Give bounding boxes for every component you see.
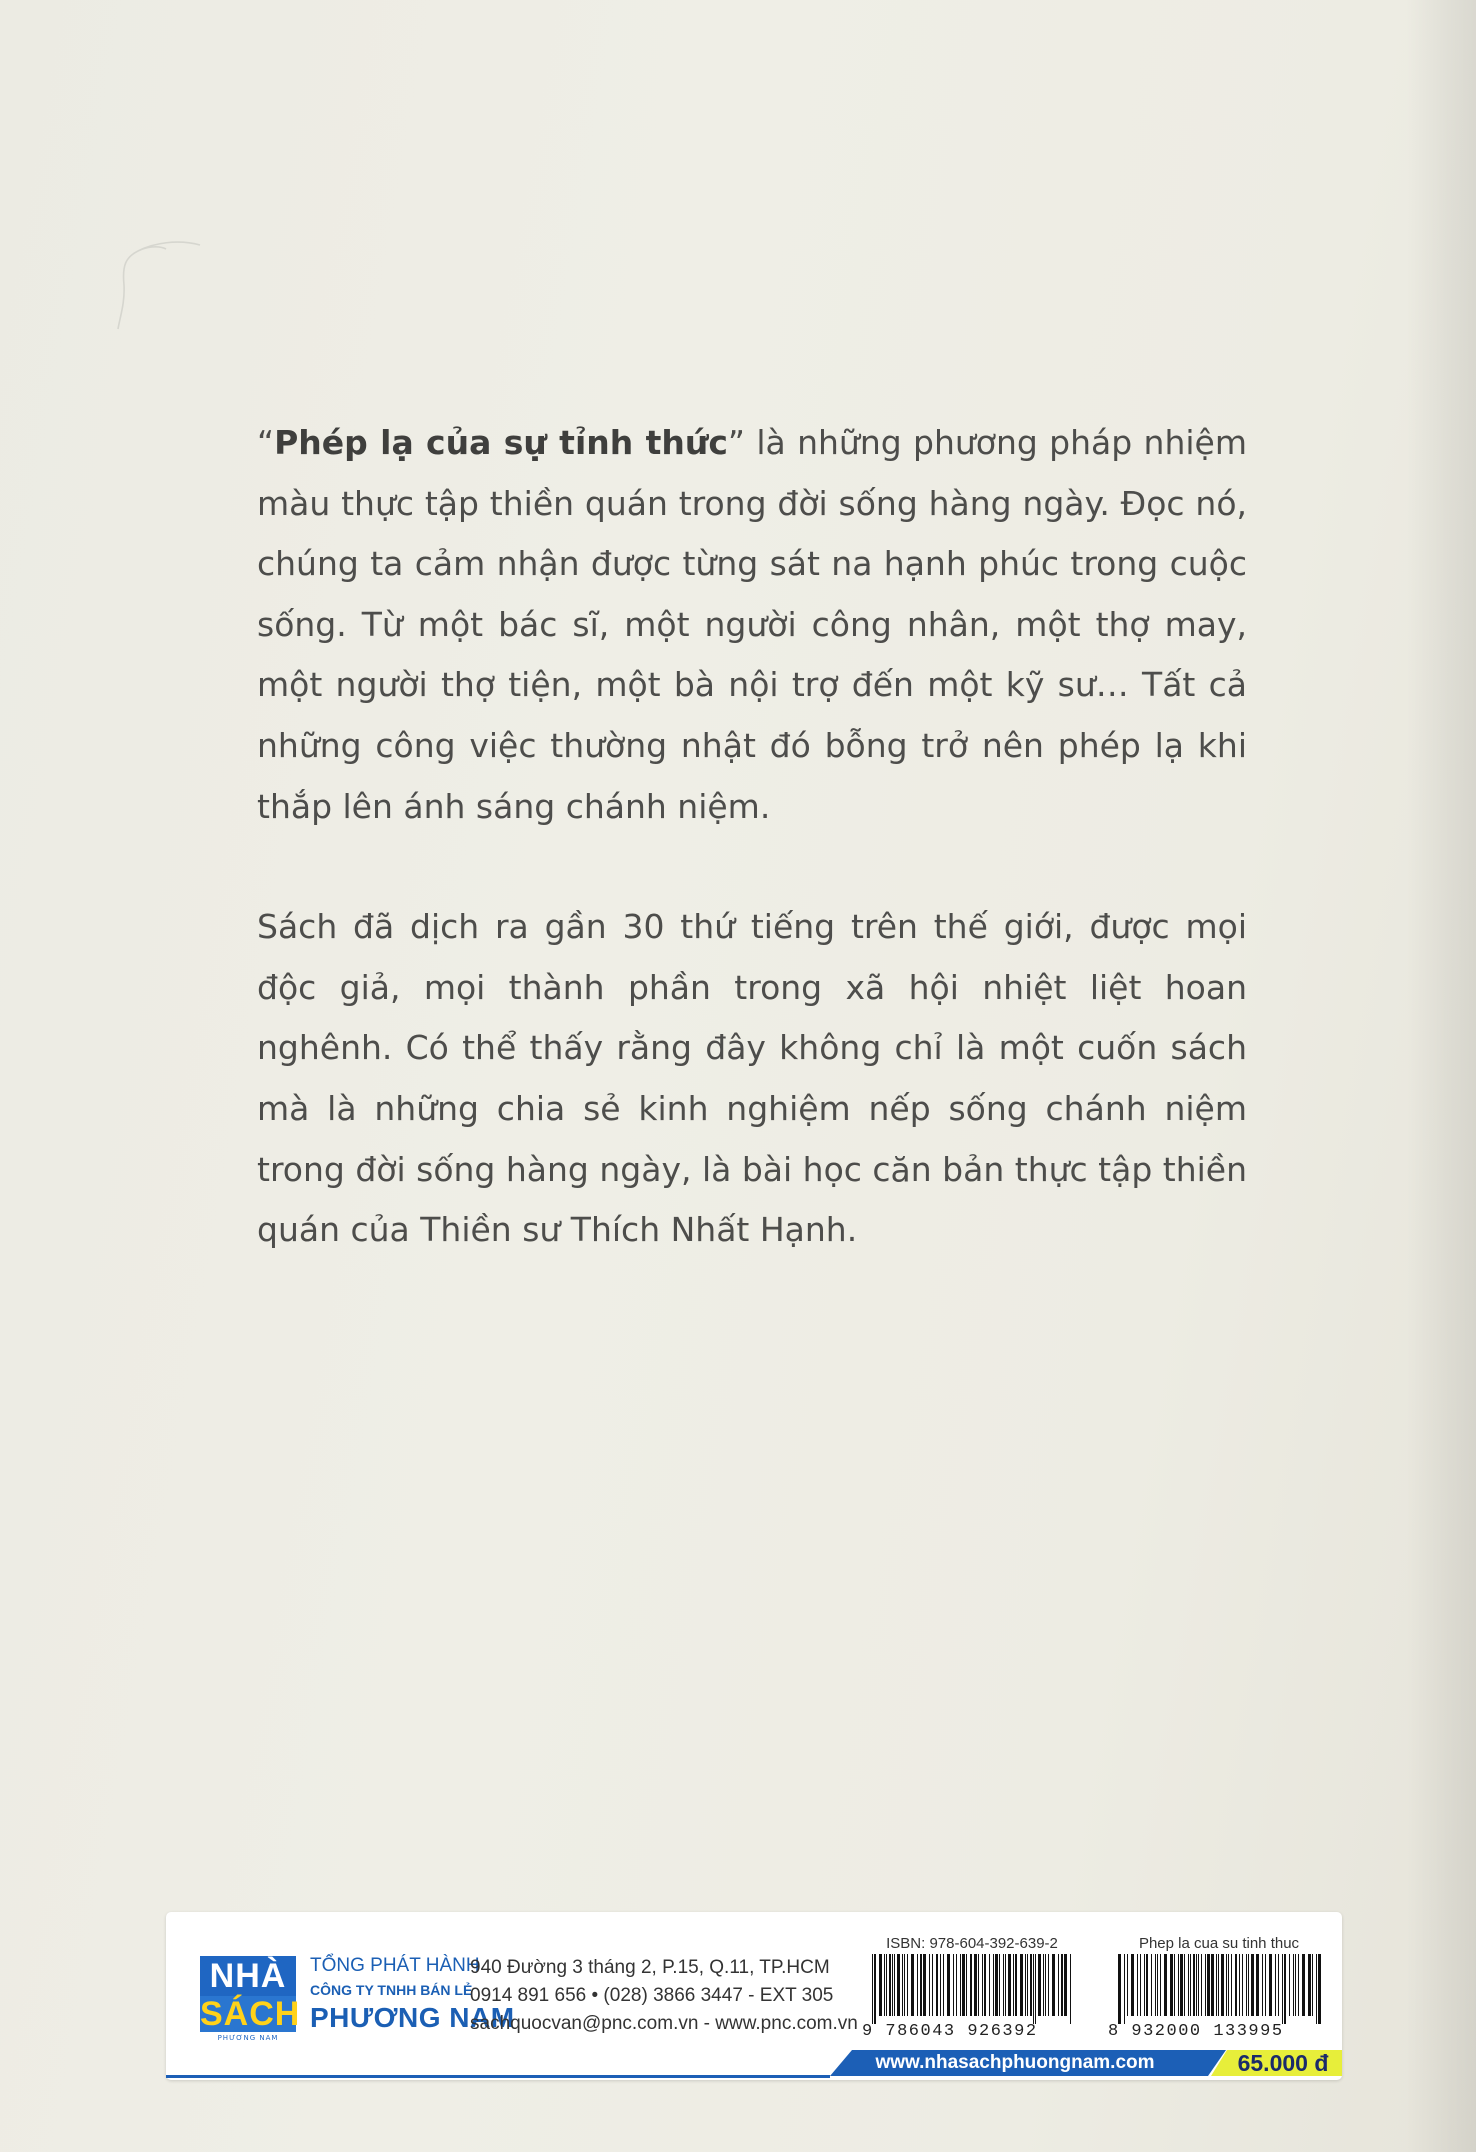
barcode-bar xyxy=(1193,1954,1195,2016)
barcode-bar xyxy=(1048,1954,1049,2016)
barcode-bar xyxy=(947,1954,950,2016)
barcode-bar xyxy=(874,1954,876,2024)
logo-bottom-text: SÁCH xyxy=(200,1995,301,2033)
barcode-bar xyxy=(1318,1954,1321,2024)
barcode-bar xyxy=(1190,1954,1191,2016)
barcode-bar xyxy=(1035,1954,1036,2024)
barcode-bar xyxy=(1211,1954,1214,2016)
barcode-bar xyxy=(1269,1954,1272,2016)
barcode-bar xyxy=(1164,1954,1167,2016)
barcode-bar xyxy=(1265,1954,1266,2016)
barcode-bar xyxy=(1251,1954,1254,2016)
barcode-bar xyxy=(889,1954,891,2016)
barcode-bar xyxy=(1144,1954,1145,2016)
barcode-bar xyxy=(872,1954,873,2024)
barcode-bar xyxy=(1228,1954,1229,2016)
barcode-bar xyxy=(1146,1954,1148,2016)
barcode-bar xyxy=(982,1954,983,2016)
barcode-bar xyxy=(1008,1954,1011,2016)
barcode-bar xyxy=(974,1954,977,2016)
contact-web: sachquocvan@pnc.com.vn - www.pnc.com.vn xyxy=(470,2013,858,2034)
barcode-bar xyxy=(1013,1954,1014,2016)
barcode-bar xyxy=(929,1954,930,2016)
barcode-bar xyxy=(1196,1954,1197,2016)
barcode-bar xyxy=(911,1954,914,2016)
website-url: www.nhasachphuongnam.com xyxy=(875,2052,1155,2073)
barcode-bar xyxy=(1282,1954,1283,2024)
book-title: Phép lạ của sự tỉnh thức xyxy=(274,423,728,462)
footer-bottom-bar xyxy=(166,2046,1342,2080)
barcode-bar xyxy=(1052,1954,1055,2016)
barcode-bar xyxy=(1221,1954,1224,2016)
loose-thread-mark xyxy=(108,225,208,335)
barcode-bar xyxy=(1045,1954,1046,2016)
isbn-label: ISBN: 978-604-392-639-2 xyxy=(886,1935,1058,1952)
open-quote: “ xyxy=(257,423,275,462)
barcode-bar xyxy=(1284,1954,1286,2024)
barcode-bar xyxy=(1155,1954,1156,2016)
barcode-bar xyxy=(978,1954,979,2016)
barcode-bar xyxy=(1235,1954,1237,2016)
barcode-bar xyxy=(984,1954,986,2016)
product-barcode xyxy=(1108,1934,1330,2041)
blurb-paragraph-2: Sách đã dịch ra gần 30 thứ tiếng trên thế giới, được mọi độc giả, mọi thành phần trong xã hội nhiệt liệt hoan nghênh. Có thể thấy rằng đây không chỉ là một cuốn sách mà là những chia sẻ kinh nghiệm nếp sống chánh niệm trong đời sống hàng ngày, là bài học căn bản thực tập thiền quán của Thiền sư Thích Nhất Hạnh. xyxy=(257,907,1247,1250)
barcode-bar xyxy=(1157,1954,1158,2016)
barcode-bar xyxy=(1256,1954,1259,2016)
barcode-bar xyxy=(989,1954,990,2016)
barcode-bar xyxy=(1003,1954,1004,2016)
barcode-bar xyxy=(879,1954,882,2016)
barcode-bar xyxy=(1246,1954,1247,2016)
isbn-barcode xyxy=(862,1934,1082,2041)
barcode-bar xyxy=(1005,1954,1006,2016)
barcode-bar xyxy=(953,1954,954,2016)
barcode-bar xyxy=(1207,1954,1210,2016)
barcode-bar xyxy=(1030,1954,1032,2016)
distributor-line-1: TỔNG PHÁT HÀNH xyxy=(310,1955,480,1976)
barcode-bar xyxy=(1020,1954,1023,2016)
contact-address: 940 Đường 3 tháng 2, P.15, Q.11, TP.HCM xyxy=(470,1957,830,1978)
barcode-bar xyxy=(1180,1954,1183,2016)
barcode-bar xyxy=(1242,1954,1243,2016)
barcode-bar xyxy=(904,1954,905,2016)
barcode-bar xyxy=(897,1954,900,2016)
barcode-bar xyxy=(923,1954,926,2016)
close-quote: ” xyxy=(727,423,746,462)
barcode-bar xyxy=(1302,1954,1305,2016)
product-barcode-digits: 8 932000 133995 xyxy=(1108,2022,1284,2041)
distributor-name: PHƯƠNG NAM xyxy=(310,2002,515,2033)
isbn-barcode-bars xyxy=(862,1954,1082,2024)
barcode-bar xyxy=(1043,1954,1044,2016)
barcode-bar xyxy=(1205,1954,1206,2016)
barcode-bar xyxy=(960,1954,961,2016)
barcode-bar xyxy=(993,1954,994,2016)
barcode-bar xyxy=(943,1954,944,2016)
barcode-bar xyxy=(1188,1954,1189,2016)
barcode-bar xyxy=(1184,1954,1185,2016)
barcode-bar xyxy=(1025,1954,1026,2016)
blurb-paragraph-1-text: là những phương pháp nhiệm màu thực tập thiền quán trong đời sống hàng ngày. Đọc nó, chúng ta cảm nhận được từng sát na hạnh phúc trong cuộc sống. Từ một bác sĩ, một người công nhân, một thợ may, một người thợ tiện, một bà nội trợ đến một kỹ sư… Tất cả những công việc thường nhật đó bỗng trở nên phép lạ khi thắp lên ánh sáng chánh niệm. xyxy=(257,423,1247,826)
barcode-bar xyxy=(1293,1954,1294,2016)
footer-blue-line xyxy=(166,2075,830,2078)
barcode-bar xyxy=(1308,1954,1311,2016)
barcode-bar xyxy=(1015,1954,1017,2016)
barcode-bar xyxy=(1038,1954,1041,2016)
barcode-bar xyxy=(1298,1954,1299,2016)
barcode-bar xyxy=(1127,1954,1128,2016)
barcode-bar xyxy=(995,1954,998,2016)
barcode-bar xyxy=(902,1954,903,2016)
logo-top-text: NHÀ xyxy=(200,1956,296,1996)
barcode-bar xyxy=(1061,1954,1063,2016)
barcode-bar xyxy=(999,1954,1000,2016)
barcode-bar xyxy=(1170,1954,1173,2016)
barcode-bar xyxy=(1262,1954,1263,2016)
barcode-bar xyxy=(1316,1954,1317,2024)
barcode-bar xyxy=(1033,1954,1034,2024)
distributor-line-2: CÔNG TY TNHH BÁN LẺ xyxy=(310,1982,473,1998)
barcode-bar xyxy=(1178,1954,1179,2016)
barcode-bar xyxy=(970,1954,972,2016)
product-barcode-label: Phep la cua su tinh thuc xyxy=(1138,1935,1300,1952)
barcode-bar xyxy=(1278,1954,1279,2016)
barcode-bar xyxy=(884,1954,885,2016)
blurb-paragraph-1 xyxy=(257,413,1247,837)
barcode-bar xyxy=(966,1954,967,2016)
barcode-bar xyxy=(1312,1954,1313,2016)
barcode-bar xyxy=(886,1954,887,2016)
isbn-digits: 9 786043 926392 xyxy=(862,2022,1038,2041)
barcode-bar xyxy=(894,1954,895,2016)
barcode-bar xyxy=(1248,1954,1249,2016)
contact-phone: 0914 891 656 • (028) 3866 3447 - EXT 305 xyxy=(470,1985,834,2006)
barcode-bar xyxy=(936,1954,938,2016)
barcode-bar xyxy=(1131,1954,1134,2016)
barcode-bar xyxy=(1289,1954,1290,2016)
barcode-bar xyxy=(892,1954,893,2016)
spine-shadow xyxy=(1406,0,1476,2152)
publisher-logo xyxy=(200,1956,301,2048)
barcode-bar xyxy=(1231,1954,1232,2016)
barcode-bar xyxy=(1058,1954,1059,2016)
barcode-bar xyxy=(1070,1954,1071,2024)
barcode-bar xyxy=(1201,1954,1202,2016)
barcode-bar xyxy=(1027,1954,1028,2016)
barcode-bar xyxy=(1226,1954,1227,2016)
barcode-bar xyxy=(1160,1954,1161,2016)
barcode-bar xyxy=(962,1954,965,2016)
barcode-bar xyxy=(932,1954,933,2016)
barcode-bar xyxy=(907,1954,908,2016)
barcode-bar xyxy=(1198,1954,1199,2016)
barcode-bar xyxy=(1216,1954,1217,2016)
barcode-bar xyxy=(1140,1954,1141,2016)
logo-sub-text: PHƯƠNG NAM xyxy=(217,2034,279,2042)
barcode-bar xyxy=(956,1954,957,2016)
publisher-footer xyxy=(166,1912,1342,2080)
barcode-bar xyxy=(1239,1954,1240,2016)
barcode-bar xyxy=(1218,1954,1219,2016)
barcode-bar xyxy=(1064,1954,1067,2016)
contact-info xyxy=(470,1954,858,2038)
barcode-bar xyxy=(1118,1954,1121,2024)
barcode-bar xyxy=(1124,1954,1125,2024)
blurb-text xyxy=(257,413,1247,1261)
barcode-bar xyxy=(940,1954,941,2016)
price-tag: 65.000 đ xyxy=(1237,2050,1329,2076)
product-barcode-bars xyxy=(1108,1954,1330,2024)
barcode-bar xyxy=(1275,1954,1276,2016)
barcode-bar xyxy=(920,1954,922,2016)
barcode-bar xyxy=(1174,1954,1175,2016)
barcode-bar xyxy=(1295,1954,1296,2016)
barcode-bar xyxy=(1151,1954,1152,2016)
barcode-bar xyxy=(917,1954,918,2016)
barcode-bar xyxy=(1137,1954,1138,2016)
